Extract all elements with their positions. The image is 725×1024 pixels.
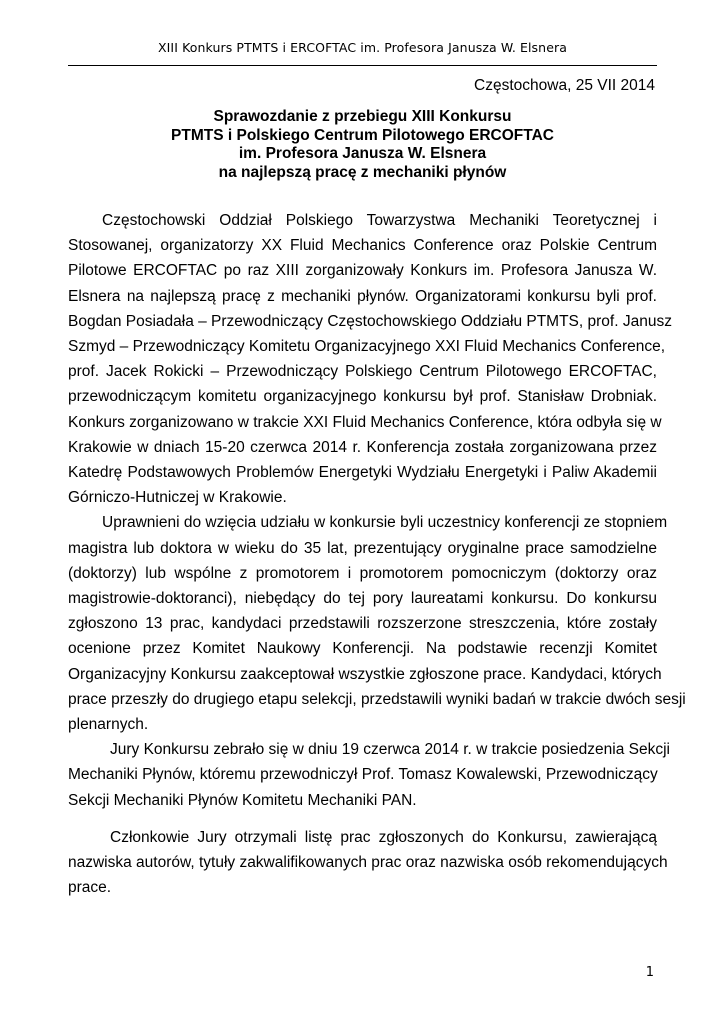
text-line: magistrowie-doktoranci), niebędący do tej pory laureatami konkursu. Do konkursu (68, 590, 657, 608)
text-line: Uprawnieni do wzięcia udziału w konkursie byli uczestnicy konferencji ze stopniem (102, 514, 668, 532)
text-line: Pilotowe ERCOFTAC po raz XIII zorganizowały Konkurs im. Profesora Janusza W. (68, 262, 657, 280)
text-line: plenarnych. (68, 716, 149, 734)
paragraph-eligibility (68, 510, 686, 737)
page-number: 1 (645, 965, 654, 980)
text-line: Katedrę Podstawowych Problemów Energetyki Wydziału Energetyki i Paliw Akademii (68, 464, 657, 482)
text-line: przewodniczącym komitetu organizacyjnego konkursu był prof. Stanisław Drobniak. (68, 388, 657, 406)
running-header: XIII Konkurs PTMTS i ERCOFTAC im. Profesora Janusza W. Elsnera (157, 40, 567, 55)
text-line: Konkurs zorganizowano w trakcie XXI Fluid Mechanics Conference, która odbyła się w (68, 413, 662, 431)
text-line: Częstochowski Oddział Polskiego Towarzystwa Mechaniki Teoretycznej i (102, 212, 657, 229)
text-line: Mechaniki Płynów, któremu przewodniczył Prof. Tomasz Kowalewski, Przewodniczący (68, 766, 658, 784)
text-line: Górniczo-Hutniczej w Krakowie. (68, 489, 287, 507)
text-line: Krakowie w dniach 15-20 czerwca 2014 r. Konferencja została zorganizowana przez (68, 438, 657, 456)
document-title (68, 108, 657, 182)
text-line: magistra lub doktora w wieku do 35 lat, prezentujący oryginalne prace samodzielne (68, 539, 657, 557)
text-line: Stosowanej, organizatorzy XX Fluid Mechanics Conference oraz Polskie Centrum (68, 237, 657, 255)
text-line: Sekcji Mechaniki Płynów Komitetu Mechaniki PAN. (68, 791, 417, 809)
text-line: zgłoszono 13 prac, kandydaci przedstawili rozszerzone streszczenia, które zostały (68, 615, 657, 633)
title-line: im. Profesora Janusza W. Elsnera (238, 145, 487, 162)
text-line: (doktorzy) lub wspólne z promotorem i promotorem pomocniczym (doktorzy oraz (68, 564, 657, 582)
text-line: prof. Jacek Rokicki – Przewodniczący Polskiego Centrum Pilotowego ERCOFTAC, (68, 363, 657, 381)
text-line: Elsnera na najlepszą pracę z mechaniki płynów. Organizatorami konkursu byli prof. (68, 287, 657, 305)
text-line: Jury Konkursu zebrało się w dniu 19 czerwca 2014 r. w trakcie posiedzenia Sekcji (110, 741, 670, 759)
text-line: prace przeszły do drugiego etapu selekcji, przedstawili wyniki badań w trakcie dwóch sesji (68, 690, 686, 708)
text-line: Organizacyjny Konkursu zaakceptował wszystkie zgłoszone prace. Kandydaci, których (68, 665, 662, 683)
title-line: na najlepszą pracę z mechaniki płynów (218, 163, 507, 181)
paragraph-jury-meeting (68, 737, 670, 813)
place-date: Częstochowa, 25 VII 2014 (474, 77, 655, 94)
paragraph-organizers (68, 208, 672, 510)
text-line: prace. (68, 879, 112, 897)
report-body (68, 208, 686, 900)
text-line: nazwiska autorów, tytuły zakwalifikowanych prac oraz nazwiska osób rekomendujących (68, 854, 668, 872)
title-line: PTMTS i Polskiego Centrum Pilotowego ERCOFTAC (171, 126, 554, 144)
text-line: Bogdan Posiadała – Przewodniczący Częstochowskiego Oddziału PTMTS, prof. Janusz (68, 312, 672, 330)
title-line: Sprawozdanie z przebiegu XIII Konkursu (213, 108, 512, 125)
paragraph-jury-members (68, 825, 668, 901)
text-line: ocenione przez Komitet Naukowy Konferencji. Na podstawie recenzji Komitet (68, 640, 657, 658)
header-divider (68, 65, 657, 66)
text-line: Szmyd – Przewodniczący Komitetu Organizacyjnego XXI Fluid Mechanics Conference, (68, 338, 666, 356)
text-line: Członkowie Jury otrzymali listę prac zgłoszonych do Konkursu, zawierającą (110, 828, 657, 846)
